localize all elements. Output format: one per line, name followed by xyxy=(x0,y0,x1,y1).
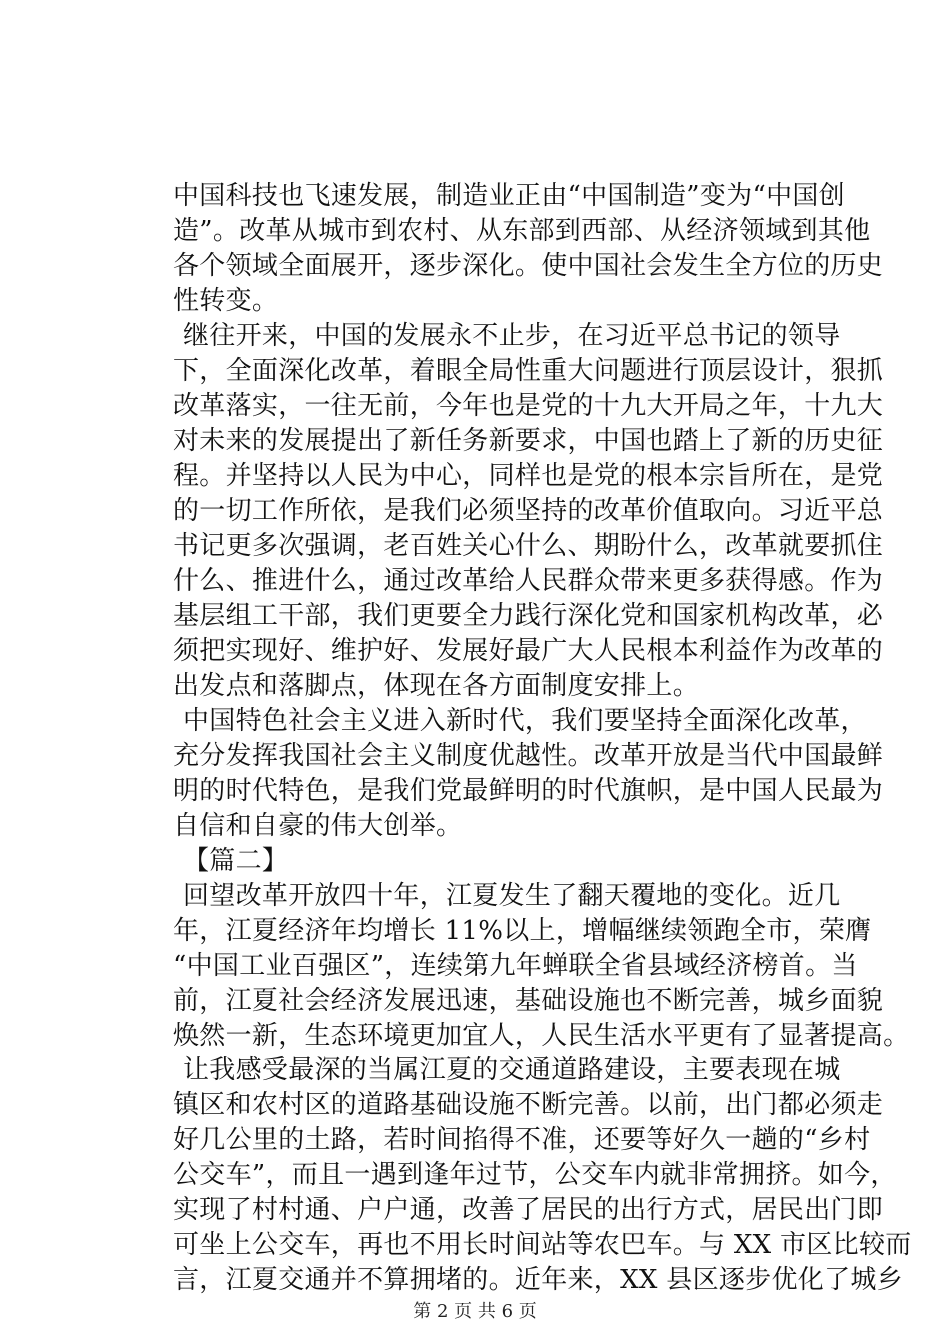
text-line: 言，江夏交通并不算拥堵的。近年来，XX 县区逐步优化了城乡 xyxy=(173,1265,903,1295)
text-line: 充分发挥我国社会主义制度优越性。改革开放是当代中国最鲜 xyxy=(173,741,884,771)
text-line: 前，江夏社会经济发展迅速，基础设施也不断完善，城乡面貌 xyxy=(173,986,884,1016)
text-line: 造”。改革从城市到农村、从东部到西部、从经济领域到其他 xyxy=(173,216,871,246)
text-line: 公交车”，而且一遇到逢年过节，公交车内就非常拥挤。如今， xyxy=(173,1160,897,1190)
paragraph-first-line: 回望改革开放四十年，江夏发生了翻天覆地的变化。近几 xyxy=(183,881,841,911)
text-line: “中国工业百强区”，连续第九年蝉联全省县域经济榜首。当 xyxy=(173,951,858,981)
text-line: 焕然一新，生态环境更加宜人，人民生活水平更有了显著提高。 xyxy=(173,1021,910,1051)
text-line: 好几公里的土路，若时间掐得不准，还要等好久一趟的“乡村 xyxy=(173,1125,871,1155)
text-line: 下，全面深化改革，着眼全局性重大问题进行顶层设计，狠抓 xyxy=(173,356,884,386)
paragraph-first-line: 中国特色社会主义进入新时代，我们要坚持全面深化改革， xyxy=(183,706,867,736)
text-line: 出发点和落脚点，体现在各方面制度安排上。 xyxy=(173,671,700,701)
text-line: 中国科技也飞速发展，制造业正由“中国制造”变为“中国创 xyxy=(173,181,845,211)
text-line: 自信和自豪的伟大创举。 xyxy=(173,811,463,841)
text-line: 的一切工作所依，是我们必须坚持的改革价值取向。习近平总 xyxy=(173,496,884,526)
text-line: 各个领域全面展开，逐步深化。使中国社会发生全方位的历史 xyxy=(173,251,884,281)
paragraph-first-line: 继往开来，中国的发展永不止步，在习近平总书记的领导 xyxy=(183,321,841,351)
text-line: 明的时代特色，是我们党最鲜明的时代旗帜，是中国人民最为 xyxy=(173,776,884,806)
text-line: 镇区和农村区的道路基础设施不断完善。以前，出门都必须走 xyxy=(173,1090,884,1120)
paragraph-first-line: 让我感受最深的当属江夏的交通道路建设，主要表现在城 xyxy=(183,1055,841,1085)
text-line: 书记更多次强调，老百姓关心什么、期盼什么，改革就要抓住 xyxy=(173,531,884,561)
text-line: 什么、推进什么，通过改革给人民群众带来更多获得感。作为 xyxy=(173,566,884,596)
text-line: 基层组工干部，我们更要全力践行深化党和国家机构改革，必 xyxy=(173,601,884,631)
text-line: 年，江夏经济年均增长 11%以上，增幅继续领跑全市，荣膺 xyxy=(173,916,872,946)
text-line: 须把实现好、维护好、发展好最广大人民根本利益作为改革的 xyxy=(173,636,884,666)
text-line: 可坐上公交车，再也不用长时间站等农巴车。与 XX 市区比较而 xyxy=(173,1230,912,1260)
text-line: 改革落实，一往无前，今年也是党的十九大开局之年，十九大 xyxy=(173,391,884,421)
text-line: 对未来的发展提出了新任务新要求，中国也踏上了新的历史征 xyxy=(173,426,884,456)
text-line: 实现了村村通、户户通，改善了居民的出行方式，居民出门即 xyxy=(173,1195,884,1225)
page-number-footer: 第 2 页 共 6 页 xyxy=(413,1301,537,1322)
section-heading: 【篇二】 xyxy=(183,846,289,876)
text-line: 程。并坚持以人民为中心，同样也是党的根本宗旨所在，是党 xyxy=(173,461,884,491)
text-line: 性转变。 xyxy=(173,286,279,316)
